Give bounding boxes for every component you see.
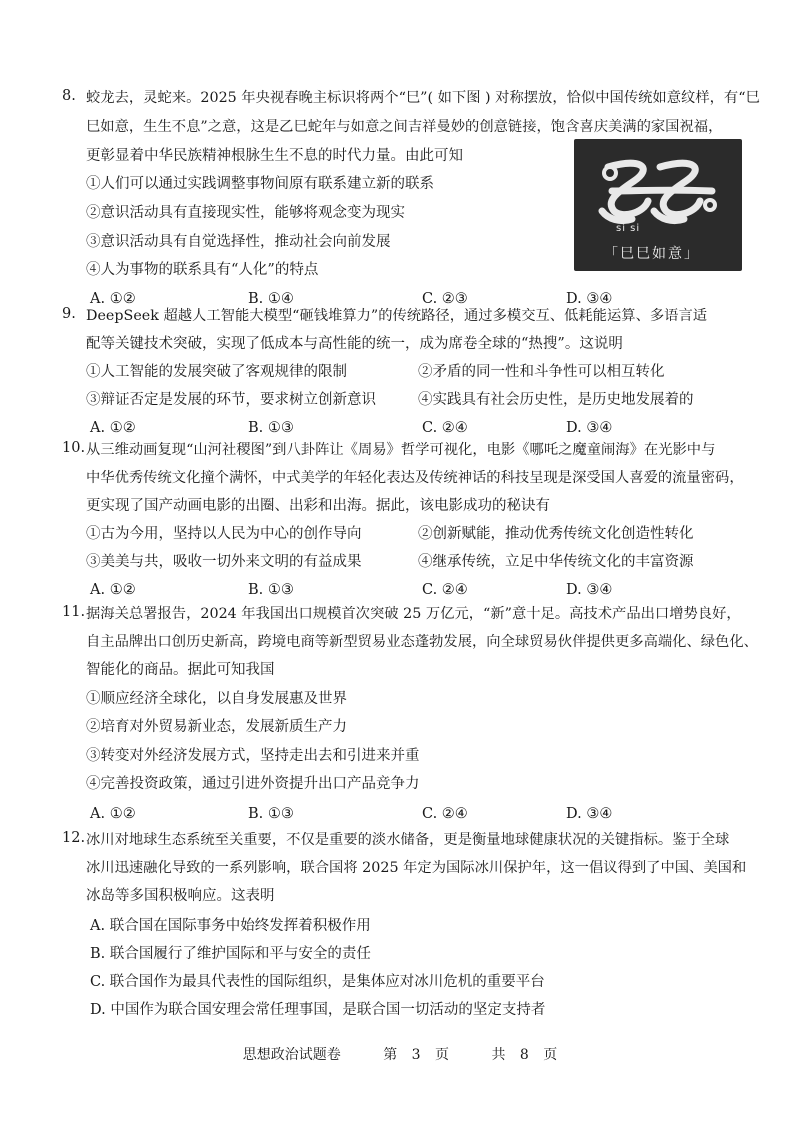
question-stem-line: 蛟龙去，灵蛇来。2025 年央视春晚主标识将两个“巳”( 如下图 ) 对称摆放，恰似中国传统如意纹样，有“巳	[86, 90, 760, 106]
spring-gala-emblem-image	[574, 139, 742, 271]
choice-b[interactable]: B. ①③	[248, 420, 294, 436]
question-stem-line: 中华优秀传统文化撞个满怀，中式美学的年轻化表达及传统神话的科技呈现是深受国人喜爱的流量密码，	[86, 470, 744, 486]
question-number: 12.	[62, 830, 86, 846]
option-b[interactable]: B. 联合国履行了维护国际和平与安全的责任	[90, 946, 371, 962]
statement: ④人为事物的联系具有“人化”的特点	[86, 262, 319, 278]
choice-c[interactable]: C. ②③	[422, 291, 468, 307]
question-stem-line: 冰川对地球生态系统至关重要，不仅是重要的淡水储备，更是衡量地球健康状况的关键指标。鉴于全球	[86, 832, 730, 848]
choice-b[interactable]: B. ①③	[248, 582, 294, 598]
choice-a[interactable]: A. ①②	[90, 420, 136, 436]
statement: ②意识活动具有直接现实性，能够将观念变为现实	[86, 205, 405, 221]
statement: ②创新赋能，推动优秀传统文化创造性转化	[418, 526, 694, 542]
emblem-caption: 「巳巳如意」	[604, 246, 700, 262]
footer-page-number: 第 3 页	[383, 1047, 449, 1063]
question-stem-line: 智能化的商品。据此可知我国	[86, 662, 275, 678]
choice-a[interactable]: A. ①②	[90, 582, 136, 598]
footer-total-pages: 共 8 页	[491, 1047, 558, 1063]
choice-b[interactable]: B. ①④	[248, 291, 294, 307]
question-stem-line: 配等关键技术突破，实现了低成本与高性能的统一，成为席卷全球的“热搜”。这说明	[86, 336, 623, 352]
statement: ④继承传统，立足中华传统文化的丰富资源	[418, 554, 694, 570]
choice-a[interactable]: A. ①②	[90, 806, 136, 822]
question-stem-line: 从三维动画复现“山河社稷图”到八卦阵让《周易》哲学可视化，电影《哪吒之魔童闹海》在光影中与	[86, 442, 716, 458]
statement: ③意识活动具有自觉选择性，推动社会向前发展	[86, 234, 391, 250]
emblem-pinyin: si si	[616, 223, 641, 234]
question-stem-line: 巳如意，生生不息”之意，这是乙巳蛇年与如意之间吉祥曼妙的创意链接，饱含喜庆美满的家国祝福，	[86, 119, 723, 135]
choice-d[interactable]: D. ③④	[566, 291, 613, 307]
question-number: 9.	[62, 306, 76, 322]
option-d[interactable]: D. 中国作为联合国安理会常任理事国，是联合国一切活动的坚定支持者	[90, 1002, 546, 1018]
choice-d[interactable]: D. ③④	[566, 420, 613, 436]
choice-a[interactable]: A. ①②	[90, 291, 136, 307]
statement: ③辩证否定是发展的环节，要求树立创新意识	[86, 392, 376, 408]
choice-c[interactable]: C. ②④	[422, 582, 468, 598]
footer-subject: 思想政治试题卷	[242, 1047, 341, 1063]
question-stem-line: 冰川迅速融化导致的一系列影响，联合国将 2025 年定为国际冰川保护年，这一倡议得到了中国、美国和	[86, 860, 747, 876]
page-footer	[0, 1044, 800, 1064]
question-stem-line: 更彰显着中华民族精神根脉生生不息的时代力量。由此可知	[86, 148, 463, 164]
option-a[interactable]: A. 联合国在国际事务中始终发挥着积极作用	[90, 918, 371, 934]
choice-d[interactable]: D. ③④	[566, 582, 613, 598]
statement: ③转变对外经济发展方式，坚持走出去和引进来并重	[86, 748, 420, 764]
question-stem-line: 更实现了国产动画电影的出圈、出彩和出海。据此，该电影成功的秘诀有	[86, 498, 550, 514]
statement: ①顺应经济全球化，以自身发展惠及世界	[86, 691, 347, 707]
statement: ①人工智能的发展突破了客观规律的限制	[86, 364, 347, 380]
statement: ③美美与共，吸收一切外来文明的有益成果	[86, 554, 362, 570]
question-number: 11.	[62, 604, 86, 620]
question-number: 10.	[62, 440, 86, 456]
option-c[interactable]: C. 联合国作为最具代表性的国际组织，是集体应对冰川危机的重要平台	[90, 974, 545, 990]
statement: ②培育对外贸易新业态，发展新质生产力	[86, 719, 347, 735]
question-stem-line: 自主品牌出口创历史新高，跨境电商等新型贸易业态蓬勃发展，向全球贸易伙伴提供更多高端化、绿色化、	[86, 634, 758, 650]
choice-c[interactable]: C. ②④	[422, 806, 468, 822]
question-number: 8.	[62, 88, 76, 104]
statement: ②矛盾的同一性和斗争性可以相互转化	[418, 364, 665, 380]
question-stem-line: 据海关总署报告，2024 年我国出口规模首次突破 25 万亿元，“新”意十足。高技术产品出口增势良好，	[86, 606, 741, 622]
question-stem-line: 冰岛等多国积极响应。这表明	[86, 888, 275, 904]
statement: ④完善投资政策，通过引进外资提升出口产品竞争力	[86, 776, 420, 792]
statement: ④实践具有社会历史性，是历史地发展着的	[418, 392, 694, 408]
choice-c[interactable]: C. ②④	[422, 420, 468, 436]
statement: ①人们可以通过实践调整事物间原有联系建立新的联系	[86, 176, 434, 192]
statement: ①古为今用，坚持以人民为中心的创作导向	[86, 526, 362, 542]
choice-d[interactable]: D. ③④	[566, 806, 613, 822]
question-stem-line: DeepSeek 超越人工智能大模型“砸钱堆算力”的传统路径，通过多模交互、低耗能运算、多语言适	[86, 308, 708, 324]
choice-b[interactable]: B. ①③	[248, 806, 294, 822]
